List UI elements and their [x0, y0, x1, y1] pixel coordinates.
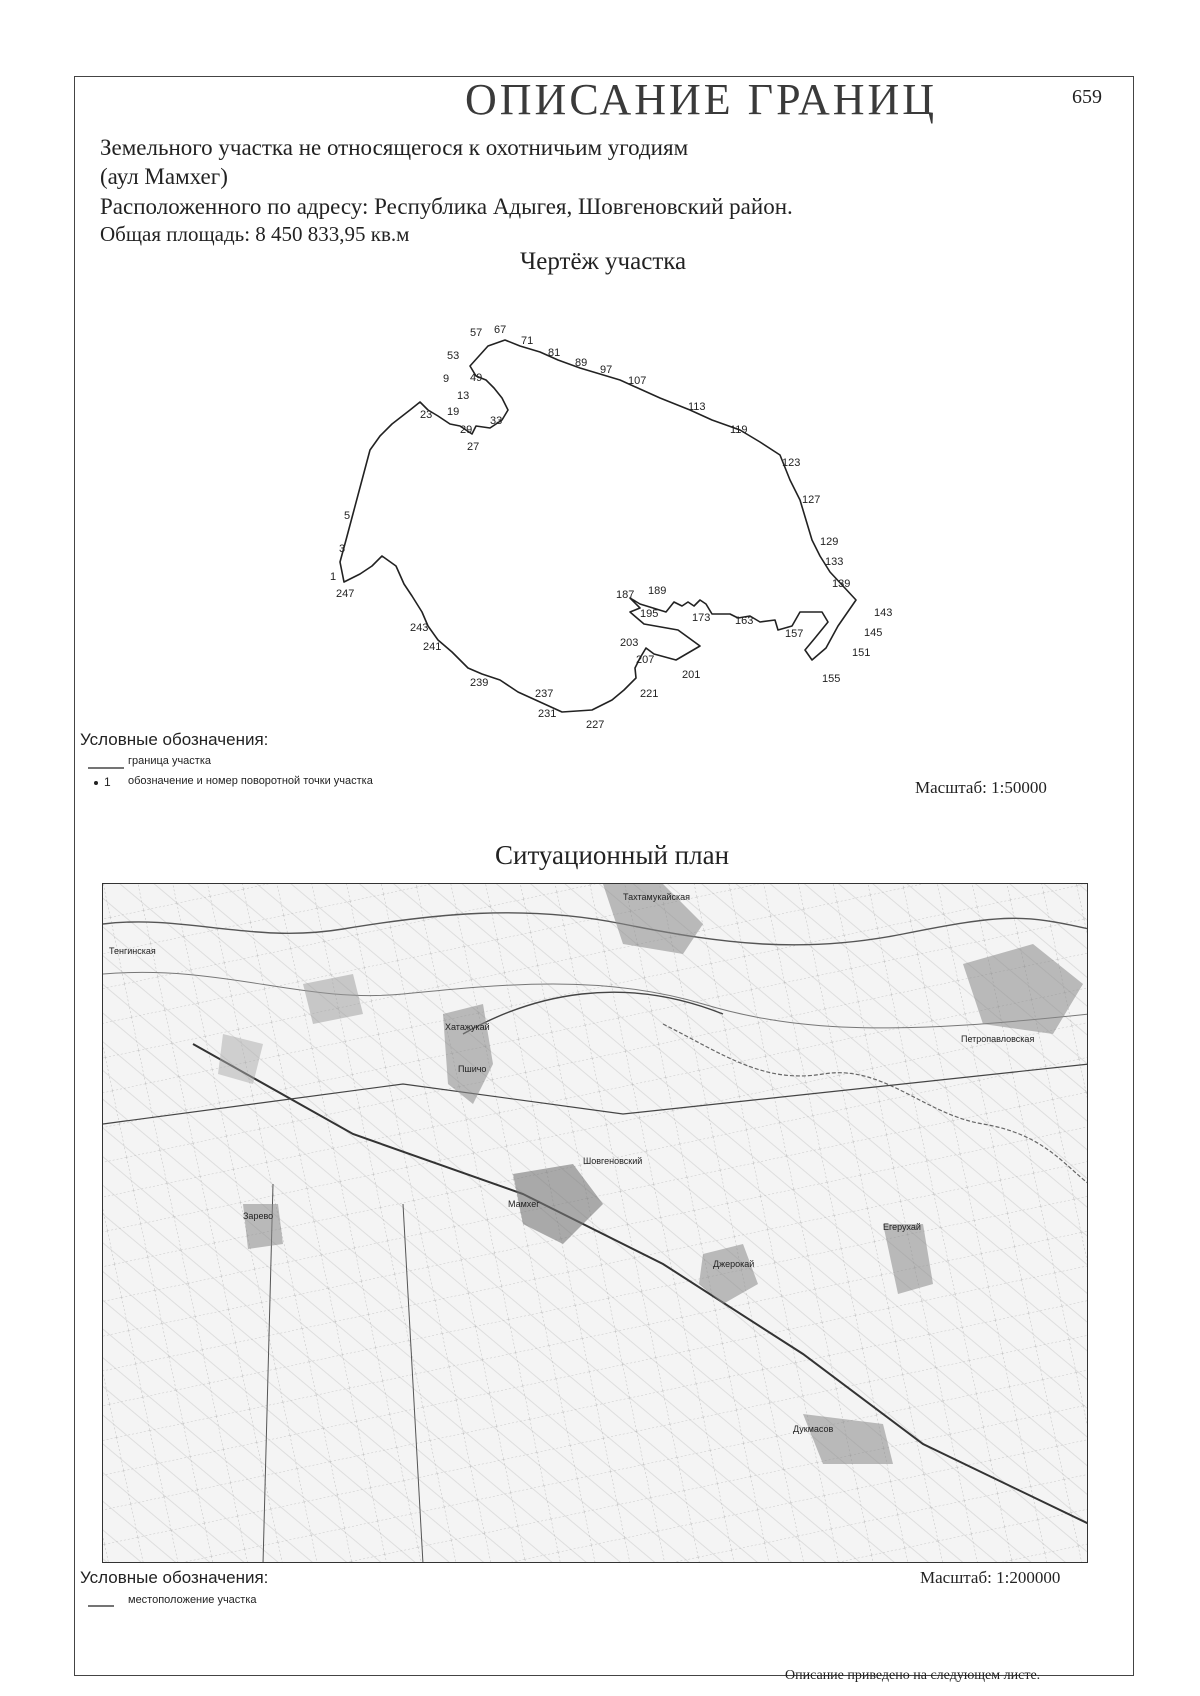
point-label: 201: [682, 669, 701, 681]
legend-point-marker: 1: [104, 775, 111, 789]
point-label: 243: [410, 622, 429, 634]
point-label: 143: [874, 607, 893, 619]
point-label: 129: [820, 536, 839, 548]
point-label: 71: [521, 335, 534, 347]
point-label: 155: [822, 673, 841, 685]
point-label: 9: [443, 373, 450, 385]
legend2-title: Условные обозначения:: [80, 1568, 269, 1587]
point-label: 189: [648, 585, 667, 597]
parcel-locality: (аул Мамхег): [100, 164, 228, 189]
point-label: 33: [490, 415, 503, 427]
point-label: 123: [782, 457, 801, 469]
point-label: 163: [735, 615, 754, 627]
point-label: 53: [447, 350, 460, 362]
point-label: 3: [339, 543, 346, 555]
document-title: ОПИСАНИЕ ГРАНИЦ: [465, 75, 938, 124]
point-label: 13: [457, 390, 470, 402]
point-label: 195: [640, 608, 659, 620]
point-label: 49: [470, 372, 483, 384]
situation-map: [102, 883, 1088, 1563]
point-label: 57: [470, 327, 483, 339]
point-label: 97: [600, 364, 613, 376]
map-label: Зарево: [243, 1211, 274, 1221]
map-label: Хатажукай: [445, 1022, 490, 1032]
point-label: 187: [616, 589, 635, 601]
legend-boundary-label: граница участка: [128, 755, 211, 767]
page-number: 659: [1072, 86, 1102, 108]
parcel-area: Общая площадь: 8 450 833,95 кв.м: [100, 222, 410, 246]
parcel-drawing: [0, 0, 1200, 760]
map-label: Шовгеновский: [583, 1156, 643, 1166]
point-label: 113: [688, 401, 706, 413]
point-label: 237: [535, 688, 554, 700]
map-scale: Масштаб: 1:200000: [920, 1568, 1061, 1587]
point-label: 29: [460, 424, 473, 436]
point-label: 19: [447, 406, 460, 418]
footer-note: Описание приведено на следующем листе.: [785, 1668, 1041, 1683]
boundary-line-symbol: [86, 762, 126, 772]
drawing-scale: Масштаб: 1:50000: [915, 778, 1047, 797]
point-label: 5: [344, 510, 351, 522]
legend-point-label: обозначение и номер поворотной точки участка: [128, 775, 373, 787]
point-label: 1: [330, 571, 337, 583]
point-label: 23: [420, 409, 433, 421]
point-label: 89: [575, 357, 588, 369]
point-label: 151: [852, 647, 871, 659]
point-label: 203: [620, 637, 639, 649]
point-label: 227: [586, 719, 605, 731]
map-label: Тенгинская: [109, 946, 156, 956]
legend-title: Условные обозначения:: [80, 730, 269, 749]
point-label: 145: [864, 627, 883, 639]
map-label: Мамхег: [508, 1199, 540, 1209]
point-dot-icon: [92, 779, 100, 787]
legend2-location-label: местоположение участка: [128, 1594, 257, 1606]
point-label: 173: [692, 612, 711, 624]
point-label: 119: [730, 424, 748, 436]
point-label: 231: [538, 708, 557, 720]
map-label: Егерухай: [883, 1222, 921, 1232]
parcel-address: Расположенного по адресу: Республика Адыгея, Шовгеновский район.: [100, 194, 793, 219]
point-label: 133: [825, 556, 844, 568]
point-label: 247: [336, 588, 355, 600]
point-label: 239: [470, 677, 489, 689]
point-label: 27: [467, 441, 480, 453]
point-label: 207: [636, 654, 655, 666]
map-label: Дукмасов: [793, 1424, 834, 1434]
situation-plan-title: Ситуационный план: [495, 840, 730, 870]
point-label: 81: [548, 347, 561, 359]
map-label: Тахтамукайская: [623, 892, 690, 902]
point-label: 157: [785, 628, 804, 640]
map-label: Петропавловская: [961, 1034, 1035, 1044]
parcel-description: Земельного участка не относящегося к охотничьим угодиям: [100, 135, 689, 160]
parcel-boundary: [340, 340, 856, 712]
point-label: 139: [832, 578, 851, 590]
point-label: 221: [640, 688, 659, 700]
location-line-symbol: [86, 1600, 116, 1610]
point-label: 127: [802, 494, 821, 506]
map-label: Джерокай: [713, 1259, 755, 1269]
point-label: 241: [423, 641, 442, 653]
drawing-title: Чертёж участка: [520, 248, 687, 275]
point-label: 107: [628, 375, 647, 387]
map-label: Пшичо: [458, 1064, 487, 1074]
point-label: 67: [494, 324, 507, 336]
